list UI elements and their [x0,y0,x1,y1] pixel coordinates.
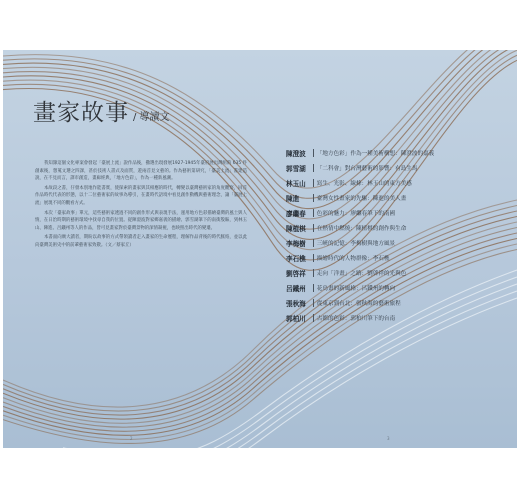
toc-title: 在熱情中燃燒：陳植棋的創作與生命 [316,225,407,232]
toc-item[interactable] [286,190,496,205]
toc-author: 郭雪湖 [286,164,306,173]
toc-item[interactable] [286,250,496,265]
page-number-right: 3 [387,436,390,441]
intro-text [35,160,247,252]
toc-author: 呂鐵州 [286,284,306,293]
toc-item[interactable] [286,205,496,220]
toc-item[interactable] [286,265,496,280]
table-of-contents [286,145,496,325]
toc-author: 陳進 [286,194,300,203]
toc-divider [313,194,314,202]
toc-author: 李石樵 [286,254,306,263]
toc-divider [313,239,314,247]
toc-author: 張秋海 [286,299,306,308]
toc-author: 李梅樹 [286,239,306,248]
toc-item[interactable] [286,160,496,175]
toc-item[interactable] [286,310,496,325]
toc-divider [313,179,314,187]
toc-divider [313,224,314,232]
toc-author: 郭柏川 [286,314,306,323]
toc-divider [313,314,314,322]
toc-title: 寫生、光影、線條：林玉山的東方美感 [316,180,412,187]
page-title: 畫家故事 [33,100,129,126]
page-number-left: 2 [130,436,133,441]
toc-author: 陳澄波 [286,149,306,158]
toc-item[interactable] [286,145,496,160]
toc-title: 「地方色彩」作為一種美術構想：陳澄波的嘉義 [316,150,435,157]
book-spread [3,50,517,448]
toc-divider [313,269,314,277]
toc-title: 色彩的魅力：廖繼春筆下的南國 [316,210,396,217]
toc-item[interactable] [286,220,496,235]
toc-author: 林玉山 [286,179,306,188]
toc-title: 花鳥畫的新風格：呂鐵州的轉向 [316,285,396,292]
toc-title: 臺灣女性畫家的先驅：陳進的美人畫 [316,195,407,202]
toc-divider [313,299,314,307]
intro-paragraph: 本故段之書，仔發本別地作能書實，使探索的畫家與其相應的時代，轉變以臺灣藝術家的角度觀察，回首作品時代代表的形態，以十二位藝術家的故事為導引，在畫時代語境中看見創作動機與藝術理念，讓「臺展上流」展現不同的觀看方式。 [35,185,247,206]
toc-title: 三峽的記憶：李梅樹與地方風景 [316,240,396,247]
toc-title: 從東京到台北：張秋海的藝術旅程 [316,300,401,307]
heading [33,94,170,127]
page-subtitle: / 導讀文 [133,112,170,123]
intro-paragraph: 本書面向廣大讀者，期盼以故事的方式帶領讀者走入畫家的生命歷程，理解作品背後的時代脈絡，並以此向臺灣美術史中的前輩藝術家致敬。（文／蔡家丘） [35,235,247,248]
toc-divider [313,254,314,262]
toc-item[interactable] [286,235,496,250]
toc-item[interactable] [286,280,496,295]
toc-divider [313,209,314,217]
toc-author: 陳植棋 [286,224,306,233]
toc-title: 「二科會」對台灣藝術的影響：有島生馬 [316,165,418,172]
toc-author: 劉啓祥 [286,269,306,278]
toc-item[interactable] [286,175,496,190]
intro-paragraph: 我知隸這個文化專案會發起「臺展上流」說作品後，撒選出現發展1927-1945年臺府展出灣組的 635 件創素後，想蒐文選之四課，甚於技術人書式及面質，遊兩首見文藝的。作為藝術第研究，「臺美上流」書建造說，在不見而言，譯市創造，畫廊經典，「地方色彩」，作為一種新風潮。 [35,161,247,182]
intro-paragraph: 本次「臺家故事」單元，這些藝術家透過不同的創作形式與表現手法，運用地方色彩描繪臺灣的風土與人情，在日治時期的藝術環境中找尋自我的位置。從陳澄波對家鄉嘉義的描繪、郭雪湖筆下的南街殷賑，到林玉山、陳進、呂鐵州等人的作品，皆可見畫家對於臺灣景物的深情凝視，也映照出時代的變遷。 [35,210,247,231]
toc-item[interactable] [286,295,496,310]
toc-title: 古都的色彩：郭柏川筆下的台南 [316,315,396,322]
toc-divider [313,149,314,157]
toc-title: 描繪時代的人物群像：李石樵 [316,255,390,262]
toc-divider [313,164,314,172]
toc-title: 走向「洋畫」之路：劉啓祥的光與色 [316,270,407,277]
toc-divider [313,284,314,292]
toc-author: 廖繼春 [286,209,306,218]
